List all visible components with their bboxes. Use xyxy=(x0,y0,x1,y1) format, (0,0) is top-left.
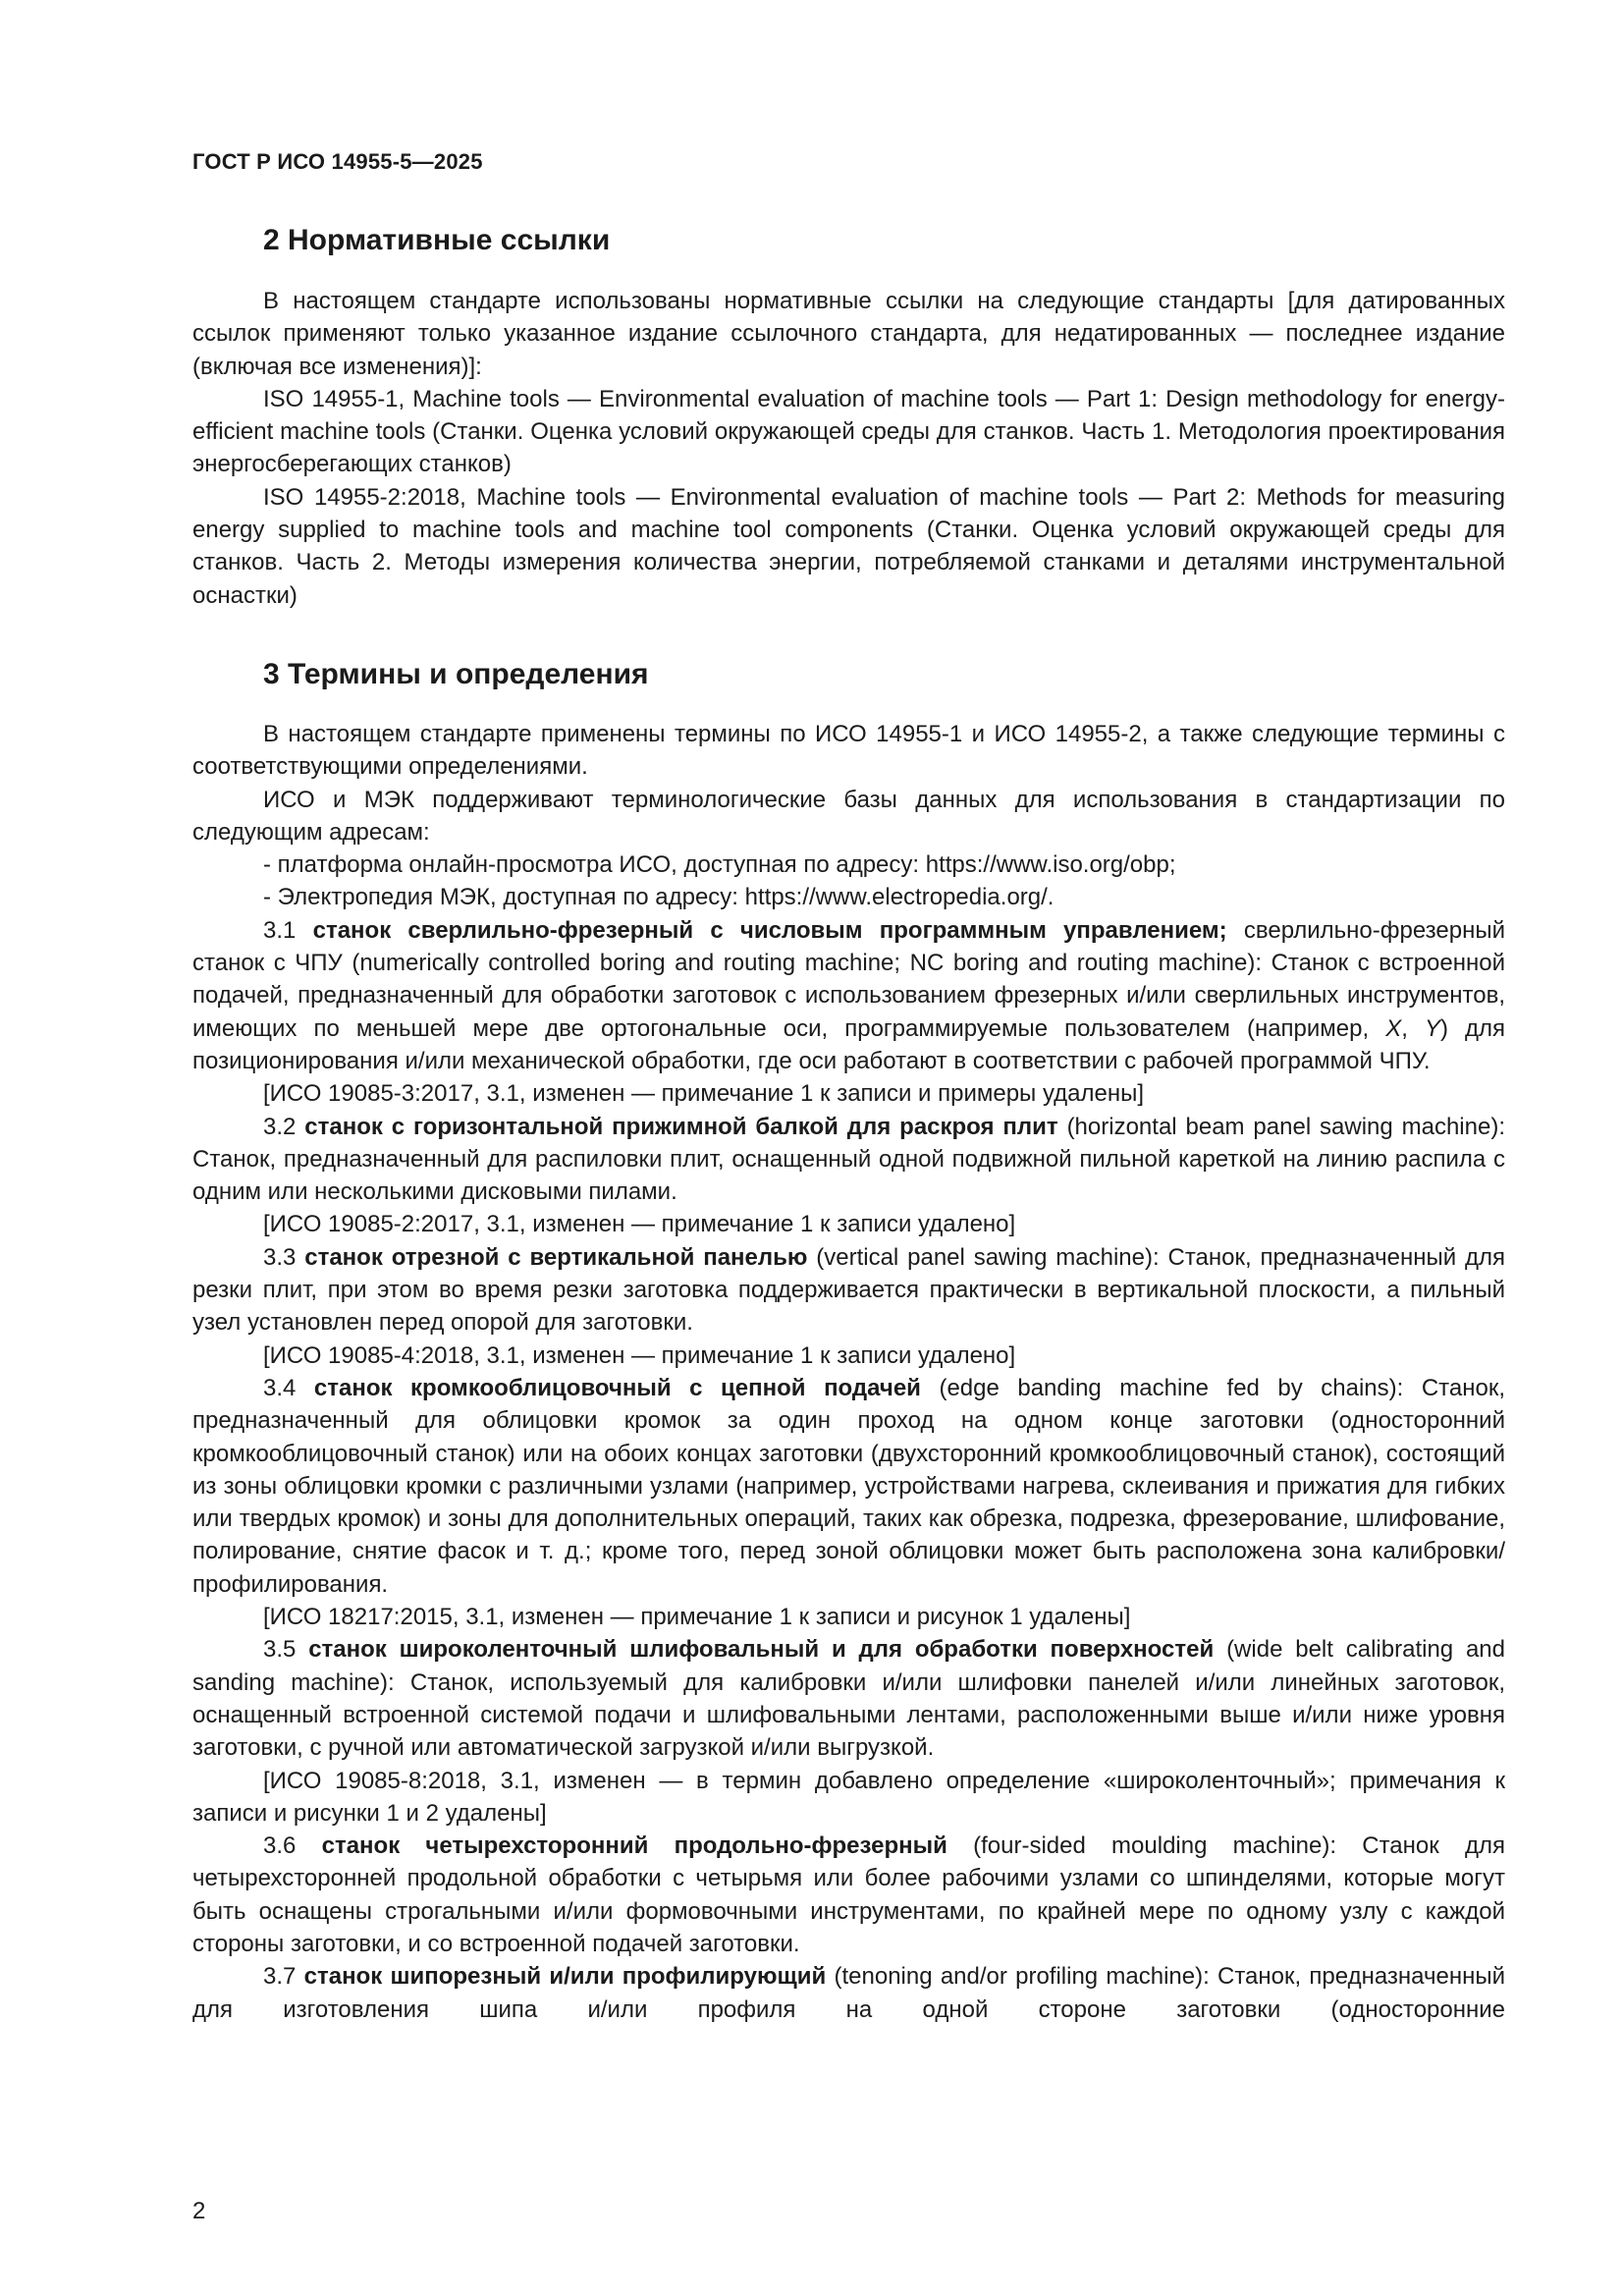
term-number: 3.1 xyxy=(263,916,297,944)
section-3-body xyxy=(192,718,1505,2026)
term-number: 3.3 xyxy=(263,1243,297,1271)
bullet-item: - Электропедия МЭК, доступная по адресу: https://www.electropedia.org/. xyxy=(263,884,1055,911)
document-code: ГОСТ Р ИСО 14955-5—2025 xyxy=(192,149,483,174)
term-name: станок четырехсторонний продольно-фрезерный xyxy=(321,1832,947,1860)
term-definition: (tenoning and/or profiling machine): Станок, предназначенный для изготовления шипа и/или профиля на одной стороне заготовки (односторонние xyxy=(192,1963,1506,2023)
term-definition: (horizontal beam panel sawing machine): Станок, предназначенный для распиловки плит, оснащенный одной подвижной пильной кареткой на линию распила с одним или несколькими дисковыми пилами. xyxy=(192,1113,1505,1206)
reference-item: ISO 14955-1, Machine tools — Environmental evaluation of machine tools — Part 1: Design methodology for energy-efficient machine tools (Станки. Оценка условий окружающей среды для станков. Часть 1. Методология проектирования энергосберегающих станков) xyxy=(192,385,1505,478)
term-definition: (wide belt calibrating and sanding machine): Станок, используемый для калибровки и/или шлифовки панелей и/или линейных заготовок, оснащенный встроенной системой подачи и шлифовальными лентами, расположенными выше и/или ниже уровня заготовки, с ручной или автоматической загрузкой и/или выгрузкой. xyxy=(192,1636,1506,1762)
term-entry-3-3 xyxy=(192,1241,1505,1339)
term-entry-3-7 xyxy=(192,1960,1505,2026)
term-number: 3.6 xyxy=(263,1832,297,1860)
term-definition: (vertical panel sawing machine): Станок, предназначенный для резки плит, при этом во время резки заготовка поддерживается практически в вертикальной плоскости, а пильный узел установлен перед опорой для заготовки. xyxy=(192,1243,1505,1337)
section-2-intro: В настоящем стандарте использованы нормативные ссылки на следующие стандарты [для датированных ссылок применяют только указанное издание ссылочного стандарта, для недатированных — последнее издание (включая все изменения)]: xyxy=(192,288,1505,380)
term-definition: сверлильно-фрезерный станок с ЧПУ (numerically controlled boring and routing machine; NC boring and routing machine): Станок с встроенной подачей, предназначенный для обработки заготовок с использованием фрезерных и/или сверлильных инструментов, имеющих по меньшей мере две ортогональные оси, программируемые пользователем (например, X, Y) для позиционирования и/или механической обработки, где оси работают в соответствии с рабочей программой ЧПУ. xyxy=(192,916,1505,1074)
page-number: 2 xyxy=(192,2198,206,2224)
term-definition: (four-sided moulding machine): Станок для четырехсторонней продольной обработки с четырьмя или более рабочими узлами со шпинделями, которые могут быть оснащены строгальными и/или формовочными инструментами, по крайней мере по одному узлу с каждой стороны заготовки, и со встроенной подачей заготовки. xyxy=(192,1832,1505,1957)
term-name: станок отрезной с вертикальной панелью xyxy=(304,1243,808,1271)
term-name: станок с горизонтальной прижимной балкой для раскроя плит xyxy=(304,1113,1058,1140)
term-number: 3.5 xyxy=(263,1636,297,1664)
term-source: [ИСО 19085-3:2017, 3.1, изменен — примечание 1 к записи и примеры удалены] xyxy=(263,1080,1145,1108)
term-definition: (edge banding machine fed by chains): Станок, предназначенный для облицовки кромок за один проход на одном конце заготовки (односторонний кромкооблицовочный станок) или на обоих концах заготовки (двухсторонний кромкооблицовочный станок), состоящий из зоны облицовки кромки с различными узлами (например, устройствами нагрева, склеивания и прижатия для гибких или твердых кромок) и зоны для дополнительных операций, таких как обрезка, подрезка, фрезерование, шлифование, полирование, снятие фасок и т. д.; кроме того, перед зоной облицовки может быть расположена зона калибровки/профилирования. xyxy=(192,1374,1506,1598)
term-entry-3-4 xyxy=(192,1372,1505,1601)
term-name: станок широколенточный шлифовальный и для обработки поверхностей xyxy=(308,1636,1215,1664)
section-2-title: 2 Нормативные ссылки xyxy=(263,224,611,256)
databases-intro: ИСО и МЭК поддерживают терминологические базы данных для использования в стандартизации по следующим адресам: xyxy=(192,786,1505,846)
term-name: станок шипорезный и/или профилирующий xyxy=(303,1963,827,1991)
reference-item: ISO 14955-2:2018, Machine tools — Environmental evaluation of machine tools — Part 2: Methods for measuring energy supplied to machine tools and machine tool components (Станки. Оценка условий окружающей среды для станков. Часть 2. Методы измерения количества энергии, потребляемой станками и деталями инструментальной оснастки) xyxy=(192,483,1505,609)
term-entry-3-2 xyxy=(192,1111,1505,1209)
term-number: 3.7 xyxy=(263,1963,297,1991)
term-entry-3-6 xyxy=(192,1830,1505,1960)
term-source: [ИСО 19085-8:2018, 3.1, изменен — в термин добавлено определение «широколенточный»; примечания к записи и рисунки 1 и 2 удалены] xyxy=(192,1767,1505,1827)
section-2-body xyxy=(192,285,1505,612)
term-source: [ИСО 19085-4:2018, 3.1, изменен — примечание 1 к записи удалено] xyxy=(263,1341,1016,1369)
term-entry-3-5 xyxy=(192,1633,1505,1764)
term-number: 3.2 xyxy=(263,1113,297,1140)
section-3-intro: В настоящем стандарте применены термины по ИСО 14955-1 и ИСО 14955-2, а также следующие термины с соответствующими определениями. xyxy=(192,721,1505,781)
term-source: [ИСО 18217:2015, 3.1, изменен — примечание 1 к записи и рисунок 1 удалены] xyxy=(263,1604,1131,1631)
section-3-title: 3 Термины и определения xyxy=(263,658,649,690)
term-name: станок сверлильно-фрезерный с числовым программным управлением; xyxy=(312,916,1227,944)
term-name: станок кромкооблицовочный с цепной подачей xyxy=(313,1374,921,1401)
term-source: [ИСО 19085-2:2017, 3.1, изменен — примечание 1 к записи удалено] xyxy=(263,1211,1016,1238)
term-number: 3.4 xyxy=(263,1374,297,1401)
bullet-item: - платформа онлайн-просмотра ИСО, доступная по адресу: https://www.iso.org/obp; xyxy=(263,851,1176,879)
term-entry-3-1 xyxy=(192,914,1505,1077)
